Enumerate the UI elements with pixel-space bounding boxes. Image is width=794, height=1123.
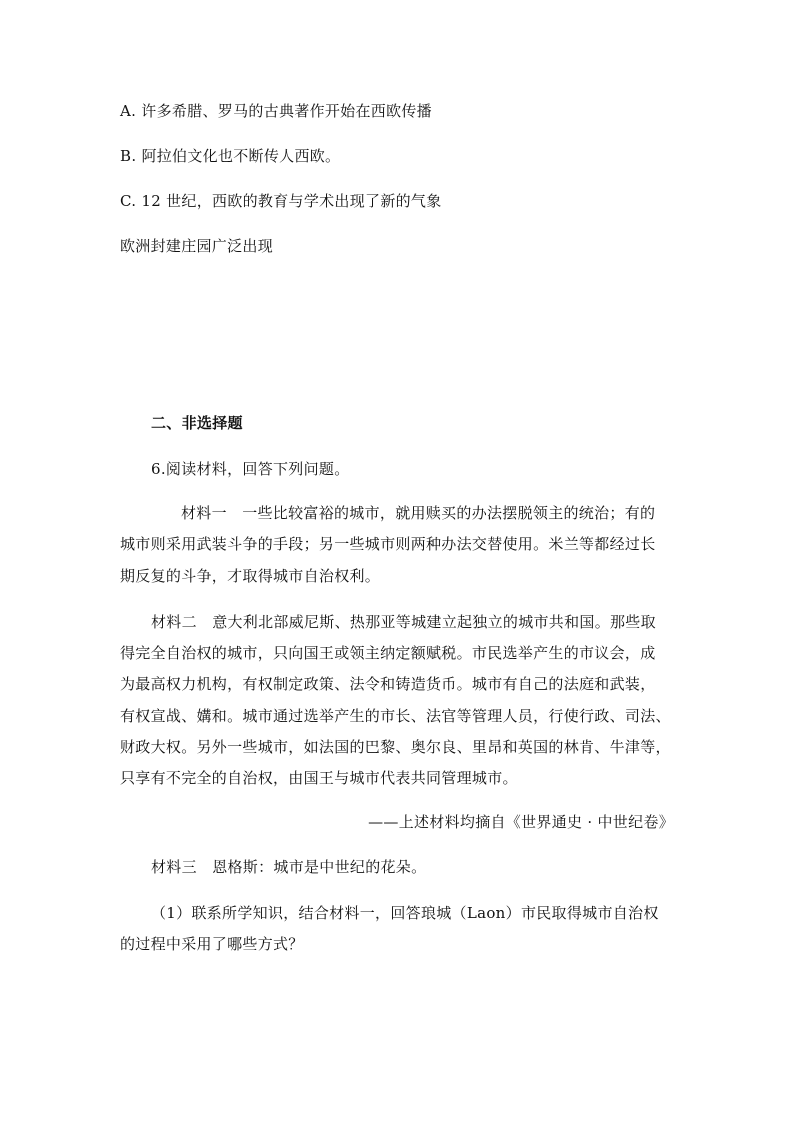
- question-prompt: 6.阅读材料，回答下列问题。: [151, 460, 350, 478]
- sub-question-line: （1）联系所学知识，结合材料一，回答琅城（Laon）市民取得城市自治权: [151, 904, 659, 922]
- material2-line: 只享有不完全的自治权，由国王与城市代表共同管理城市。: [120, 769, 518, 787]
- option-b: B. 阿拉伯文化也不断传人西欧。: [120, 147, 341, 165]
- material3: 材料三 恩格斯：城市是中世纪的花朵。: [151, 858, 427, 876]
- material1-line: 材料一 一些比较富裕的城市，就用赎买的办法摆脱领主的统治；有的: [181, 504, 656, 522]
- material2-line: 有权宣战、媾和。城市通过选举产生的市长、法官等管理人员，行使行政、司法、: [120, 707, 671, 725]
- material2-line: 材料二 意大利北部威尼斯、热那亚等城建立起独立的城市共和国。那些取: [151, 613, 656, 631]
- sub-question-line: 的过程中采用了哪些方式？: [120, 935, 304, 953]
- material2-line: 为最高权力机构，有权制定政策、法令和铸造货币。城市有自己的法庭和武装，: [120, 675, 656, 693]
- option-c: C. 12 世纪，西欧的教育与学术出现了新的气象: [120, 192, 442, 210]
- option-a: A. 许多希腊、罗马的古典著作开始在西欧传播: [120, 102, 432, 120]
- section-title: 二、非选择题: [151, 414, 243, 432]
- material2-line: 财政大权。另外一些城市，如法国的巴黎、奥尔良、里昂和英国的林肯、牛津等，: [120, 738, 671, 756]
- material1-line: 期反复的斗争，才取得城市自治权利。: [120, 567, 381, 585]
- material1-line: 城市则采用武装斗争的手段；另一些城市则两种办法交替使用。米兰等都经过长: [120, 535, 656, 553]
- option-d: 欧洲封建庄园广泛出现: [120, 237, 274, 255]
- source-citation: ——上述材料均摘自《世界通史 · 中世纪卷》: [368, 813, 674, 831]
- material2-line: 得完全自治权的城市，只向国王或领主纳定额赋税。市民选举产生的市议会，成: [120, 644, 656, 662]
